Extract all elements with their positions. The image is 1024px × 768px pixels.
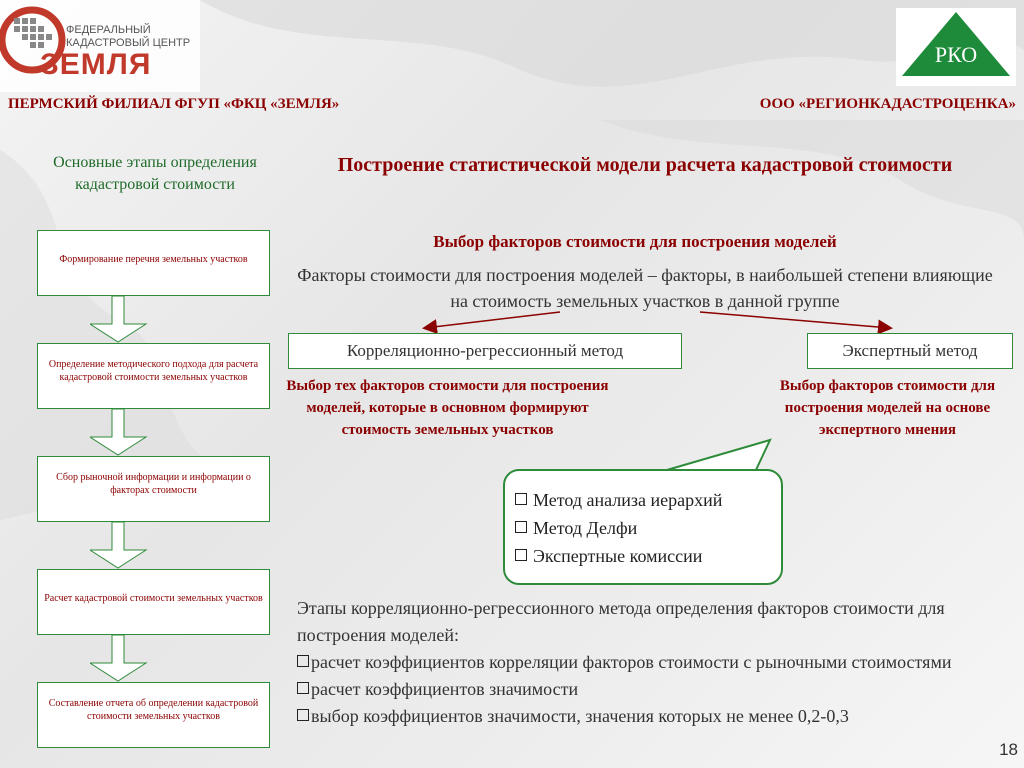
checkbox-icon [297, 655, 309, 667]
checkbox-icon [515, 521, 527, 533]
main-title: Построение статистической модели расчета кадастровой стоимости [337, 154, 953, 176]
stages-section [297, 595, 1017, 730]
logo-line2: КАДАСТРОВЫЙ ЦЕНТР [66, 37, 191, 49]
stage-item-text: расчет коэффициентов значимости [311, 679, 579, 699]
subtitle: Выбор факторов стоимости для построения моделей [433, 232, 837, 251]
list-item-text: Экспертные комиссии [533, 546, 703, 566]
list-item [515, 486, 771, 514]
logo-rko-text: РКО [934, 42, 978, 67]
expert-methods-callout [503, 469, 783, 585]
step-box-3: Сбор рыночной информации и информации о факторах стоимости [37, 456, 270, 522]
stage-item [297, 703, 1017, 730]
list-item-text: Метод Делфи [533, 518, 638, 538]
checkbox-icon [515, 493, 527, 505]
description: Факторы стоимости для построения моделей – факторы, в наибольшей степени влияющие на стоимость земельных участков в данной группе [297, 265, 993, 311]
method-expert-desc: Выбор факторов стоимости для построения моделей на основе экспертного мнения [779, 378, 996, 438]
checkbox-icon [515, 549, 527, 561]
stages-title: Основные этапы определения кадастровой стоимости [53, 154, 257, 193]
step-box-4: Расчет кадастровой стоимости земельных участков [37, 569, 270, 635]
page-number: 18 [999, 740, 1018, 759]
stages-intro: Этапы корреляционно-регрессионного метода определения факторов стоимости для построения моделей: [297, 598, 945, 645]
step-box-2: Определение методического подхода для расчета кадастровой стоимости земельных участков [37, 343, 270, 409]
method-correlation-desc: Выбор тех факторов стоимости для построения моделей, которые в основном формируют стоимость земельных участков [286, 378, 609, 438]
org-right: ООО «РЕГИОНКАДАСТРОЦЕНКА» [759, 96, 1016, 112]
stage-item-text: выбор коэффициентов значимости, значения которых не менее 0,2-0,3 [311, 706, 849, 726]
list-item [515, 514, 771, 542]
method-correlation: Корреляционно-регрессионный метод [288, 333, 682, 369]
stage-item [297, 649, 1017, 676]
org-left: ПЕРМСКИЙ ФИЛИАЛ ФГУП «ФКЦ «ЗЕМЛЯ» [8, 96, 340, 112]
list-item-text: Метод анализа иерархий [533, 490, 723, 510]
step-box-5: Составление отчета об определении кадастровой стоимости земельных участков [37, 682, 270, 748]
checkbox-icon [297, 709, 309, 721]
method-expert: Экспертный метод [807, 333, 1013, 369]
checkbox-icon [297, 682, 309, 694]
stage-item [297, 676, 1017, 703]
stage-item-text: расчет коэффициентов корреляции факторов стоимости с рыночными стоимостями [311, 652, 952, 672]
step-box-1: Формирование перечня земельных участков [37, 230, 270, 296]
logo-word: ЗЕМЛЯ [40, 48, 152, 81]
logo-line1: ФЕДЕРАЛЬНЫЙ [66, 24, 151, 36]
list-item [515, 542, 771, 570]
